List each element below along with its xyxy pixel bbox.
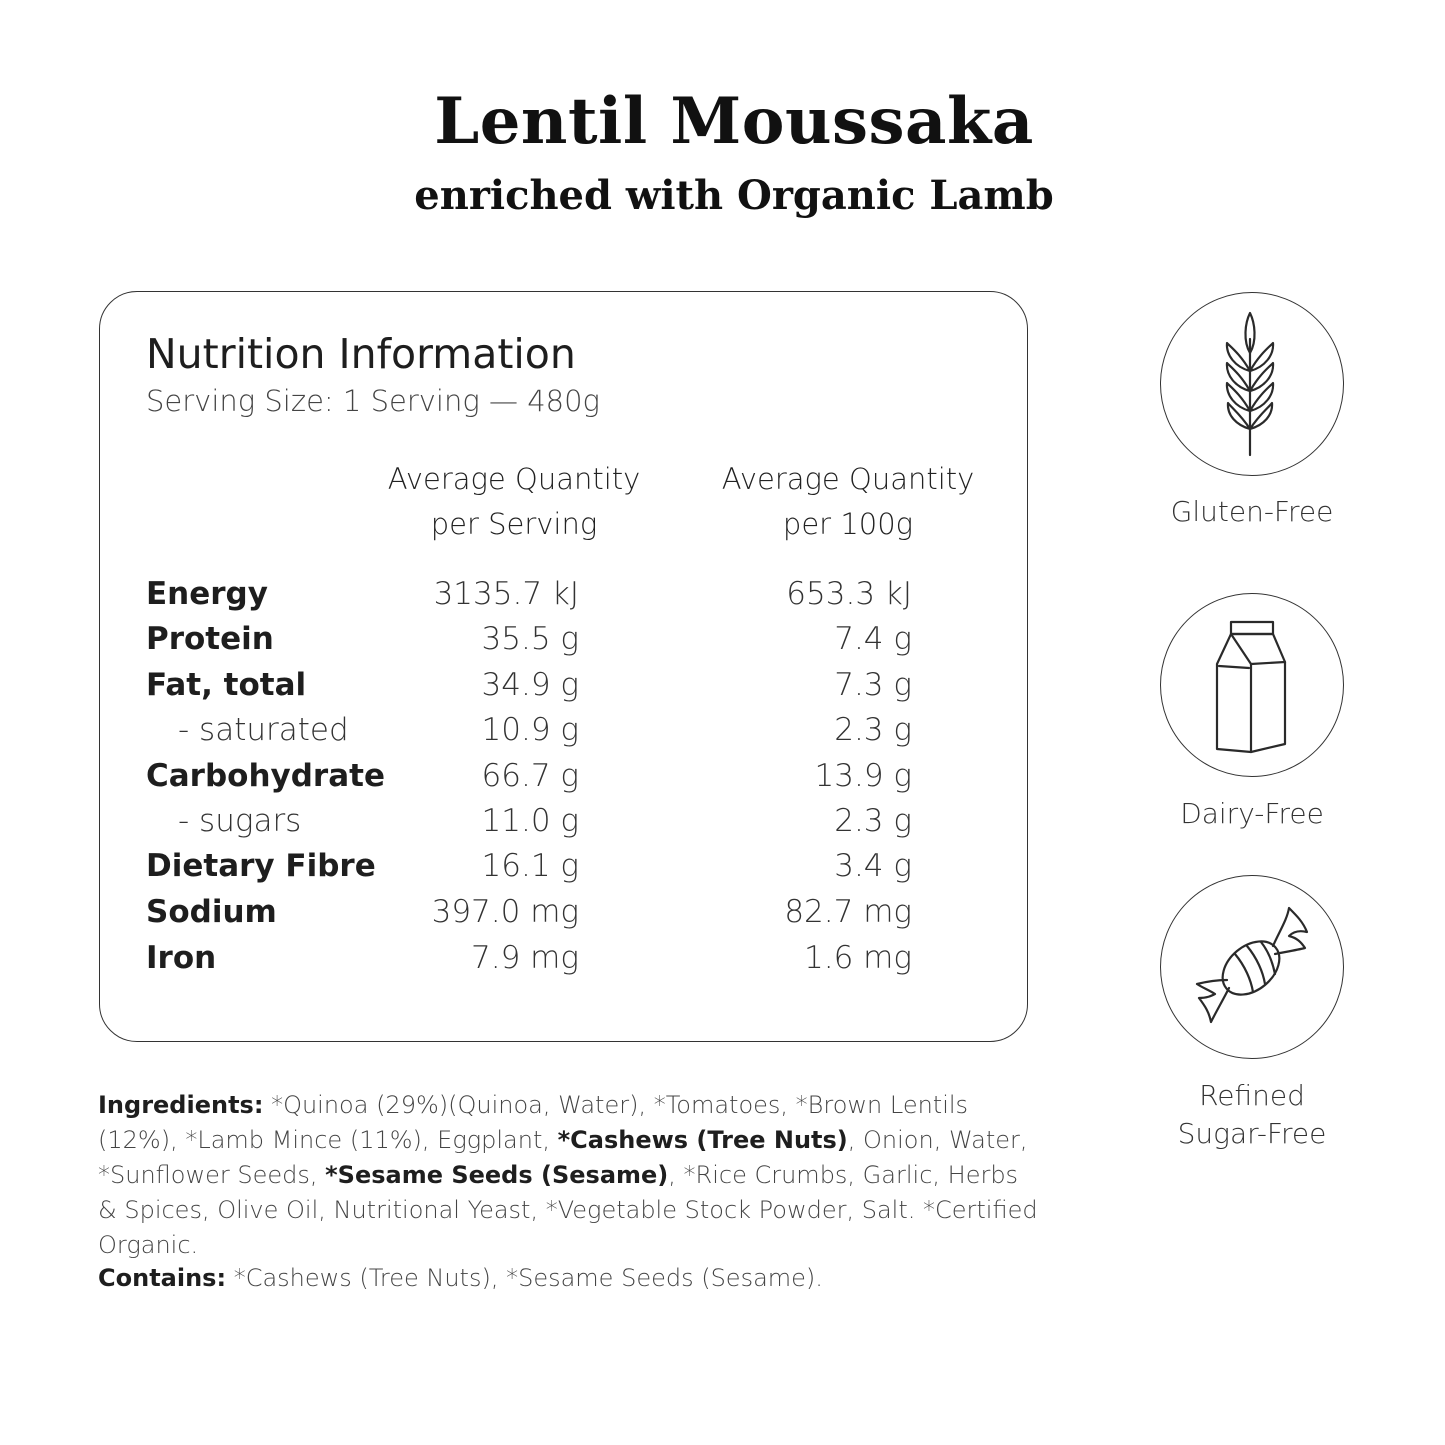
nutrient-name: Dietary Fibre [146,848,376,884]
nutrient-row [146,616,946,662]
nutrient-name: Carbohydrate [146,758,385,794]
sugar-free-badge [1160,875,1344,1059]
product-subtitle: enriched with Organic Lamb [414,172,1054,219]
value-per-100g: 1.6 mg [804,940,912,976]
value-per-serving: 35.5 g [481,621,579,657]
value-per-serving: 11.0 g [481,803,579,839]
dairy-free-badge [1160,593,1344,777]
nutrient-row [146,935,946,981]
ingredients-part: *Quinoa (29%)(Quinoa, Water), *Tomatoes, *Brown Lentils (12%), *Lamb Mince (11%), Eggplant, [98,1091,969,1154]
nutrient-row [146,843,946,889]
contains-text [98,1261,1038,1296]
value-per-serving: 10.9 g [481,712,579,748]
ingredients-part: , *Rice Crumbs, Garlic, Herbs & Spices, Olive Oil, Nutritional Yeast, *Vegetable Stock Powder, Salt. *Certified Organic. [98,1161,1038,1259]
nutrient-name: Energy [146,576,268,612]
value-per-serving: 66.7 g [481,758,579,794]
ingredients-part: , Onion, Water, *Sunflower Seeds, [98,1126,1028,1189]
product-title: Lentil Moussaka [434,84,1034,159]
milk-carton-icon [1161,594,1342,775]
nutrient-name: - sugars [178,803,302,839]
dairy-free-label: Dairy-Free [1180,797,1324,830]
contains-allergens: *Cashews (Tree Nuts), *Sesame Seeds (Sesame). [226,1264,823,1292]
nutrient-row [146,571,946,617]
ingredients-label: Ingredients: [98,1091,264,1119]
value-per-100g: 3.4 g [834,848,912,884]
nutrition-title: Nutrition Information [146,330,576,378]
nutrient-name: Sodium [146,894,277,930]
value-per-serving: 397.0 mg [431,894,579,930]
wheat-icon [1161,293,1342,474]
value-per-100g: 2.3 g [834,803,912,839]
value-per-serving: 3135.7 kJ [433,576,579,612]
value-per-100g: 13.9 g [814,758,912,794]
nutrient-row [146,753,946,799]
value-per-100g: 653.3 kJ [786,576,912,612]
contains-label: Contains: [98,1264,227,1292]
nutrient-name: Fat, total [146,667,307,703]
gluten-free-label: Gluten-Free [1170,495,1334,528]
allergen-highlight: *Sesame Seeds (Sesame) [325,1161,669,1189]
gluten-free-badge [1160,292,1344,476]
value-per-serving: 34.9 g [481,667,579,703]
sugar-free-label: Refined Sugar-Free [1177,1079,1327,1150]
value-per-serving: 16.1 g [481,848,579,884]
value-per-serving: 7.9 mg [471,940,579,976]
candy-icon [1161,876,1342,1057]
nutrient-row [146,798,946,844]
nutrition-panel [99,291,1028,1042]
nutrient-row [146,889,946,935]
nutrient-row [146,707,946,753]
ingredients-text [98,1088,1038,1263]
allergen-highlight: *Cashews (Tree Nuts) [557,1126,848,1154]
column-header-per-100g: Average Quantity per 100g [721,462,975,541]
value-per-100g: 7.4 g [834,621,912,657]
serving-size: Serving Size: 1 Serving — 480g [146,384,600,418]
nutrient-name: - saturated [178,712,349,748]
value-per-100g: 82.7 mg [784,894,912,930]
column-header-per-serving: Average Quantity per Serving [387,462,641,541]
nutrient-name: Protein [146,621,274,657]
value-per-100g: 2.3 g [834,712,912,748]
nutrient-name: Iron [146,940,217,976]
value-per-100g: 7.3 g [834,667,912,703]
nutrient-row [146,662,946,708]
